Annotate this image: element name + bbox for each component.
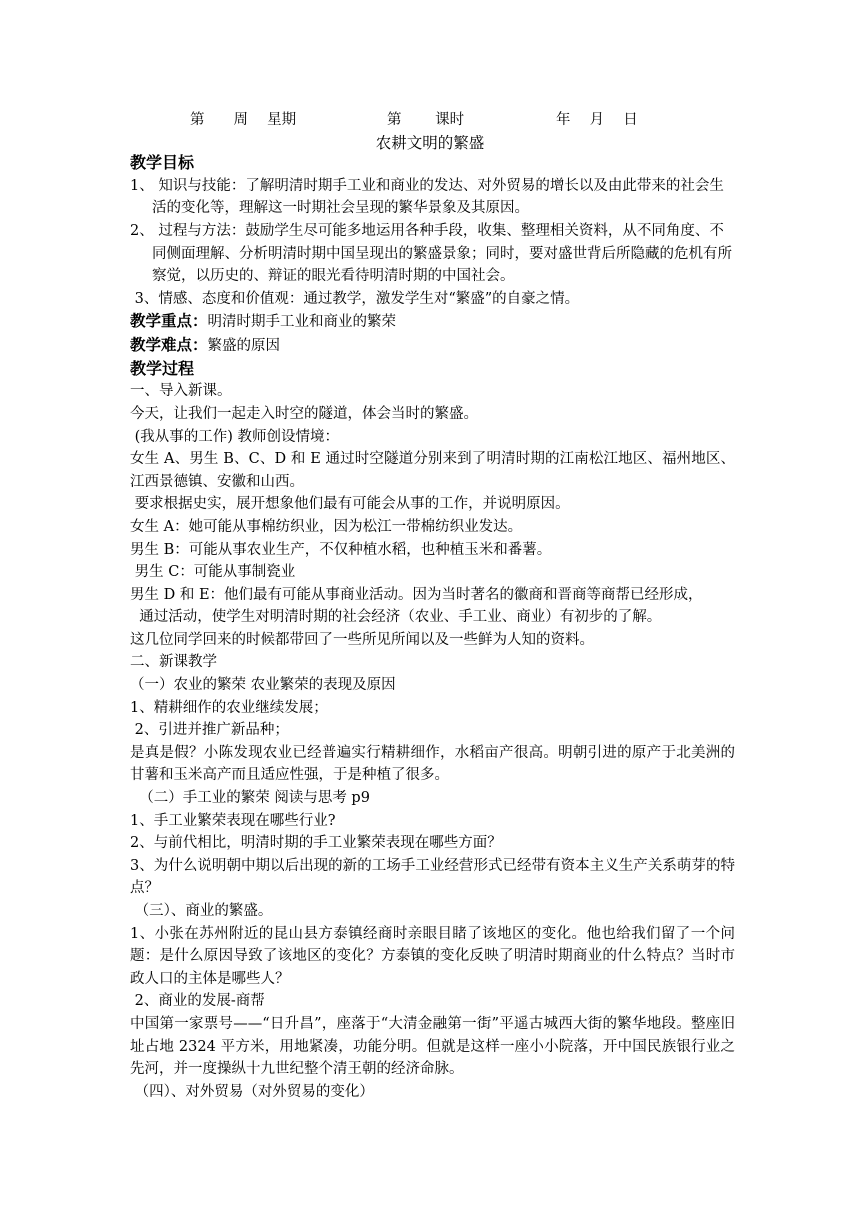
goal-item-3: 3、情感、态度和价值观：通过教学，激发学生对“繁盛”的自豪之情。 [130, 290, 580, 307]
process-line: 男生 D 和 E：他们最有可能从事商业活动。因为当时著名的徽商和晋商等商帮已经形成， [130, 586, 703, 603]
process-line: 2、引进并推广新品种； [130, 722, 289, 739]
process-line: 2、商业的发展-商帮 [130, 993, 265, 1010]
process-line: 女生 A、男生 B、C、D 和 E 通过时空隧道分别来到了明清时期的江南松江地区、福州地区、江西景德镇、安徽和山西。 [130, 451, 735, 490]
process-line: 是真是假？小陈发现农业已经普遍实行精耕细作，水稻亩产很高。明朝引进的原产于北美洲的甘薯和玉米高产而且适应性强，于是种植了很多。 [130, 744, 735, 784]
header-date: 年 月 日 [556, 112, 638, 128]
difficulty-text: 繁盛的原因 [207, 337, 281, 354]
goal-item-1: 1、 知识与技能：了解明清时期手工业和商业的发达、对外贸易的增长以及由此带来的社会生活的变化等，理解这一时期社会呈现的繁华景象及其原因。 [130, 177, 724, 217]
process-line: 女生 A：她可能从事棉纺织业，因为松江一带棉纺织业发达。 [130, 518, 523, 535]
teaching-focus [130, 310, 735, 334]
process-line: 2、与前代相比，明清时期的手工业繁荣表现在哪些方面？ [130, 835, 502, 852]
section-heading: （三）、商业的繁盛。 [130, 903, 273, 919]
section-heading: （四）、对外贸易（对外贸易的变化） [130, 1083, 374, 1100]
teaching-difficulty [130, 334, 735, 358]
section-heading: 二、新课教学 [130, 654, 217, 671]
goals-heading: 教学目标 [130, 153, 195, 172]
process-heading: 教学过程 [130, 358, 195, 378]
process-line: 这几位同学回来的时候都带回了一些所见所闻以及一些鲜为人知的资料。 [130, 631, 594, 648]
process-line: (我从事的工作) 教师创设情境： [130, 428, 340, 445]
process-line: 男生 C：可能从事制瓷业 [130, 564, 296, 581]
process-line: 3、为什么说明朝中期以后出现的新的工场手工业经营形式已经带有资本主义生产关系萌芽的特点？ [130, 857, 735, 897]
focus-text: 明清时期手工业和商业的繁荣 [207, 314, 397, 331]
difficulty-label: 教学难点： [130, 335, 208, 354]
process-line: 1、精耕细作的农业继续发展； [130, 699, 328, 716]
document-title: 农耕文明的繁盛 [375, 134, 485, 152]
process-line: 1、小张在苏州附近的昆山县方泰镇经商时亲眼目睹了该地区的变化。他也给我们留了一个问题：是什么原因导致了该地区的变化？方泰镇的变化反映了明清时期商业的什么特点？当时市政人口的主体是哪些人？ [130, 925, 735, 987]
section-heading: （二）手工业的繁荣 阅读与思考 p9 [130, 790, 370, 807]
process-line: 1、手工业繁荣表现在哪些行业? [130, 812, 336, 829]
process-line: 通过活动，使学生对明清时期的社会经济（农业、手工业、商业）有初步的了解。 [130, 609, 662, 626]
goal-item-2: 2、 过程与方法：鼓励学生尽可能多地运用各种手段，收集、整理相关资料，从不同角度、不同侧面理解、分析明清时期中国呈现出的繁盛景象；同时，要对盛世背后所隐藏的危机有所察觉，以历史的、辩证的眼光看待明清时期的中国社会。 [130, 222, 732, 285]
document-body [130, 152, 735, 1103]
process-line: 一、导入新课。 [130, 383, 232, 400]
section-heading: （一）农业的繁荣 农业繁荣的表现及原因 [130, 677, 396, 694]
process-line: 男生 B：可能从事农业生产，不仅种植水稻，也种植玉米和番薯。 [130, 541, 552, 558]
header-period: 第 课时 [387, 112, 465, 128]
header-week: 第 周 星期 [190, 112, 297, 128]
process-line: 要求根据史实，展开想象他们最有可能会从事的工作，并说明原因。 [130, 496, 570, 513]
process-line: 中国第一家票号——“日升昌”，座落于“大清金融第一街”平遥古城西大街的繁华地段。整座旧址占地 2324 平方米，用地紧凑，功能分明。但就是这样一座小小院落，开中国民族银行业之先河，并一度操纵十九世纪整个清王朝的经济命脉。 [130, 1015, 735, 1078]
lesson-header [0, 108, 860, 130]
process-line: 今天，让我们一起走入时空的隧道，体会当时的繁盛。 [130, 405, 478, 422]
focus-label: 教学重点： [130, 312, 208, 331]
